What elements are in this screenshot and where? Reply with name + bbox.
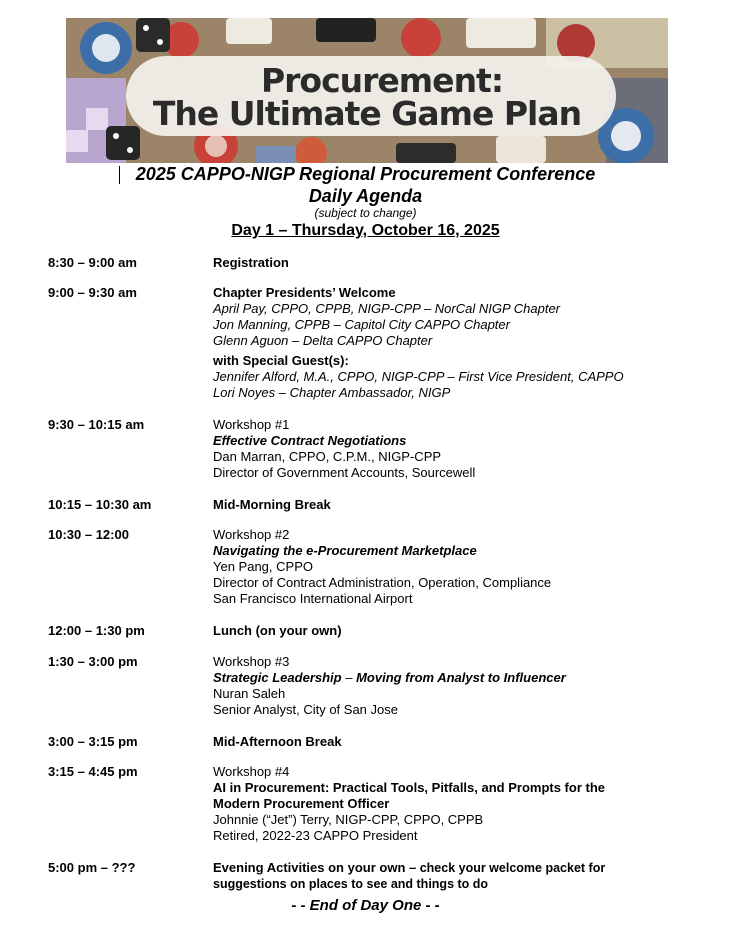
- evening-line1: [213, 860, 683, 876]
- evening-note: check your welcome packet for: [416, 861, 606, 875]
- agenda-desc: [213, 734, 683, 750]
- agenda-time: 9:00 – 9:30 am: [48, 285, 137, 300]
- agenda-desc: [213, 255, 683, 271]
- workshop-label: Workshop #3: [213, 654, 290, 669]
- agenda-title: Lunch (on your own): [213, 623, 342, 638]
- speaker-line: Yen Pang, CPPO: [213, 559, 313, 574]
- agenda-title: Mid-Morning Break: [213, 497, 331, 512]
- agenda-desc: [213, 285, 683, 401]
- agenda-time: 10:15 – 10:30 am: [48, 497, 152, 512]
- agenda-time: 9:30 – 10:15 am: [48, 417, 145, 432]
- speaker-line: Glenn Aguon – Delta CAPPO Chapter: [213, 333, 433, 348]
- workshop-title-line1: AI in Procurement: Practical Tools, Pitfalls, and Prompts for the: [213, 780, 605, 795]
- speaker-line: Jon Manning, CPPB – Capitol City CAPPO Chapter: [213, 317, 510, 332]
- agenda-title: Chapter Presidents’ Welcome: [213, 285, 396, 300]
- banner-title-line1: Procurement:: [260, 61, 504, 100]
- day-heading-text: Day 1 – Thursday, October 16, 2025: [231, 222, 500, 239]
- banner-title-line2: The Ultimate Game Plan: [152, 94, 582, 133]
- speaker-role: Retired, 2022-23 CAPPO President: [213, 828, 418, 843]
- workshop-title: Navigating the e-Procurement Marketplace: [213, 543, 477, 558]
- workshop-title-sep: –: [341, 670, 357, 685]
- banner-title: [66, 61, 668, 133]
- speaker-line: April Pay, CPPO, CPPB, NIGP-CPP – NorCal NIGP Chapter: [213, 301, 561, 316]
- agenda-time: 3:15 – 4:45 pm: [48, 764, 138, 779]
- guest-line: Jennifer Alford, M.A., CPPO, NIGP-CPP – First Vice President, CAPPO: [213, 369, 624, 384]
- agenda-desc: [213, 764, 683, 844]
- speaker-line: Johnnie (“Jet”) Terry, NIGP-CPP, CPPO, CPPB: [213, 812, 484, 827]
- speaker-line: Nuran Saleh: [213, 686, 286, 701]
- agenda-time: 3:00 – 3:15 pm: [48, 734, 138, 749]
- agenda-desc: [213, 654, 683, 718]
- workshop-label: Workshop #2: [213, 527, 290, 542]
- agenda-title: Evening Activities on your own –: [213, 860, 417, 875]
- agenda-time: 5:00 pm – ???: [48, 860, 136, 875]
- agenda-time: 8:30 – 9:00 am: [48, 255, 137, 270]
- agenda-desc: [213, 860, 683, 892]
- evening-note-line2: suggestions on places to see and things to do: [213, 877, 489, 891]
- agenda-desc: [213, 417, 683, 481]
- workshop-title-main: Strategic Leadership: [213, 670, 342, 685]
- speaker-org: San Francisco International Airport: [213, 591, 413, 606]
- speaker-role: Director of Government Accounts, Sourcewell: [213, 465, 476, 480]
- speaker-role: Director of Contract Administration, Operation, Compliance: [213, 575, 552, 590]
- workshop-title-line2: Modern Procurement Officer: [213, 796, 390, 811]
- guest-line: Lori Noyes – Chapter Ambassador, NIGP: [213, 385, 451, 400]
- workshop-title: Effective Contract Negotiations: [213, 433, 407, 448]
- end-of-day-footer: - - End of Day One - -: [291, 897, 440, 914]
- speaker-line: Dan Marran, CPPO, C.P.M., NIGP-CPP: [213, 449, 442, 464]
- workshop-label: Workshop #4: [213, 764, 290, 779]
- guests-label: with Special Guest(s):: [213, 353, 349, 368]
- agenda-desc: [213, 527, 683, 607]
- agenda-title: Mid-Afternoon Break: [213, 734, 342, 749]
- agenda-title: Registration: [213, 255, 289, 270]
- workshop-label: Workshop #1: [213, 417, 290, 432]
- conference-title: 2025 CAPPO-NIGP Regional Procurement Conference: [135, 164, 596, 184]
- agenda-desc: [213, 623, 683, 639]
- speaker-role: Senior Analyst, City of San Jose: [213, 702, 398, 717]
- workshop-title: [213, 670, 683, 686]
- day-heading: [0, 220, 731, 242]
- conference-banner: [66, 18, 668, 163]
- agenda-time: 12:00 – 1:30 pm: [48, 623, 145, 638]
- agenda-title: Daily Agenda: [308, 186, 423, 206]
- agenda-desc: [213, 497, 683, 513]
- agenda-time: 10:30 – 12:00: [48, 527, 129, 542]
- workshop-title-rest: Moving from Analyst to Influencer: [356, 670, 566, 685]
- subject-to-change-note: (subject to change): [314, 206, 417, 220]
- agenda-time: 1:30 – 3:00 pm: [48, 654, 138, 669]
